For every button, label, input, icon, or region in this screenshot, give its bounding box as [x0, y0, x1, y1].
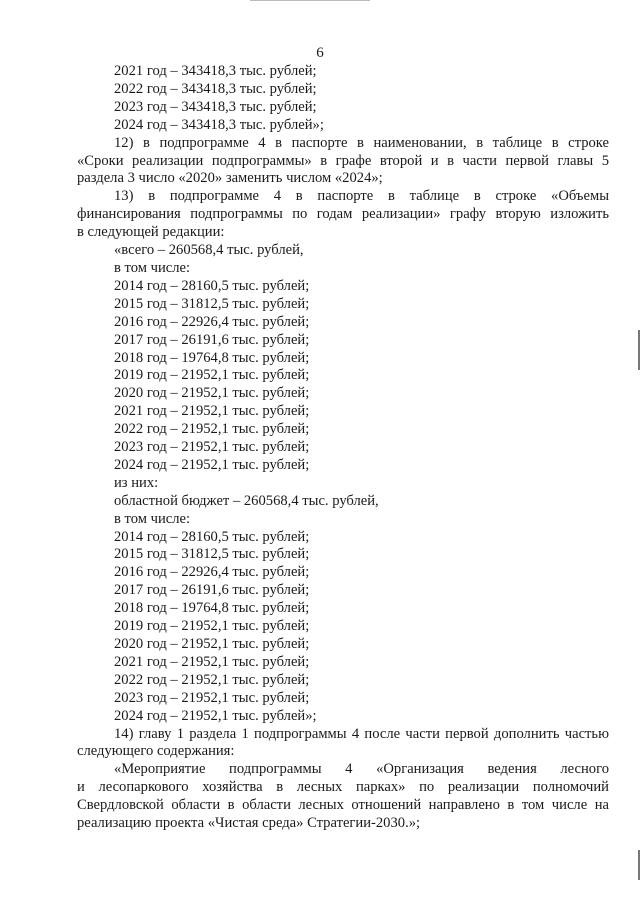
paragraph — [77, 726, 609, 762]
scan-artifact — [250, 0, 370, 1]
text-line: 2020 год – 21952,1 тыс. рублей; — [114, 636, 310, 652]
page-number: 6 — [316, 45, 324, 61]
text-line: из них: — [114, 474, 159, 491]
paragraph — [77, 761, 609, 833]
paragraph-line: раздела 3 число «2020» заменить числом «2024»; — [77, 170, 383, 187]
text-line: областной бюджет – 260568,4 тыс. рублей, — [114, 492, 379, 509]
text-line: 2016 год – 22926,4 тыс. рублей; — [114, 564, 310, 581]
text-line: «всего – 260568,4 тыс. рублей, — [114, 242, 304, 259]
text-line: 2016 год – 22926,4 тыс. рублей; — [114, 313, 310, 330]
text-line: 2019 год – 21952,1 тыс. рублей; — [114, 367, 310, 384]
paragraph-line: следующего содержания: — [77, 743, 235, 760]
text-line: 2022 год – 343418,3 тыс. рублей; — [114, 80, 317, 97]
text-line: в том числе: — [114, 510, 191, 527]
text-line: в том числе: — [114, 259, 191, 276]
paragraph-line: Свердловской области в области лесных отношений направлено в том числе на — [77, 797, 609, 814]
text-line: 2015 год – 31812,5 тыс. рублей; — [114, 295, 310, 312]
paragraph-line: «Мероприятие подпрограммы 4 «Организация ведения лесного — [114, 761, 609, 778]
text-line: 2022 год – 21952,1 тыс. рублей; — [114, 671, 310, 688]
paragraph-line: финансирования подпрограммы по годам реализации» графу вторую изложить — [77, 206, 609, 223]
text-line: 2023 год – 21952,1 тыс. рублей; — [114, 439, 310, 456]
paragraph — [77, 135, 609, 189]
text-line: 2024 год – 21952,1 тыс. рублей»; — [114, 707, 317, 724]
text-line: 2020 год – 21952,1 тыс. рублей; — [114, 385, 310, 402]
text-line: 2022 год – 21952,1 тыс. рублей; — [114, 421, 310, 438]
paragraph — [77, 188, 609, 242]
text-line: 2024 год – 21952,1 тыс. рублей; — [114, 456, 310, 473]
text-line: 2023 год – 21952,1 тыс. рублей; — [114, 689, 310, 706]
paragraph-line: и лесопаркового хозяйства в лесных парках» по реализации полномочий — [77, 779, 609, 796]
paragraph-line: 13) в подпрограмме 4 в паспорте в таблице в строке «Объемы — [114, 188, 609, 205]
paragraph-line: в следующей редакции: — [77, 224, 225, 241]
text-line: 2019 год – 21952,1 тыс. рублей; — [114, 618, 310, 635]
text-line: 2014 год – 28160,5 тыс. рублей; — [114, 528, 310, 545]
text-line: 2015 год – 31812,5 тыс. рублей; — [114, 546, 310, 563]
text-line: 2017 год – 26191,6 тыс. рублей; — [114, 582, 310, 599]
document-body — [77, 63, 609, 833]
text-line: 2021 год – 21952,1 тыс. рублей; — [114, 653, 310, 670]
text-line: 2017 год – 26191,6 тыс. рублей; — [114, 331, 310, 348]
text-line: 2014 год – 28160,5 тыс. рублей; — [114, 277, 310, 294]
paragraph-line: «Сроки реализации подпрограммы» в графе второй и в части первой главы 5 — [77, 152, 609, 169]
text-line: 2021 год – 343418,3 тыс. рублей; — [114, 63, 317, 79]
paragraph-line: 12) в подпрограмме 4 в паспорте в наименовании, в таблице в строке — [114, 134, 609, 151]
paragraph-line: 14) главу 1 раздела 1 подпрограммы 4 после части первой дополнить частью — [114, 725, 609, 742]
text-line: 2021 год – 21952,1 тыс. рублей; — [114, 403, 310, 420]
text-line: 2018 год – 19764,8 тыс. рублей; — [114, 600, 310, 617]
text-line: 2023 год – 343418,3 тыс. рублей; — [114, 98, 317, 115]
text-line: 2018 год – 19764,8 тыс. рублей; — [114, 349, 310, 366]
text-line: 2024 год – 343418,3 тыс. рублей»; — [114, 116, 324, 133]
paragraph-line: реализацию проекта «Чистая среда» Стратегии-2030.»; — [77, 815, 421, 832]
